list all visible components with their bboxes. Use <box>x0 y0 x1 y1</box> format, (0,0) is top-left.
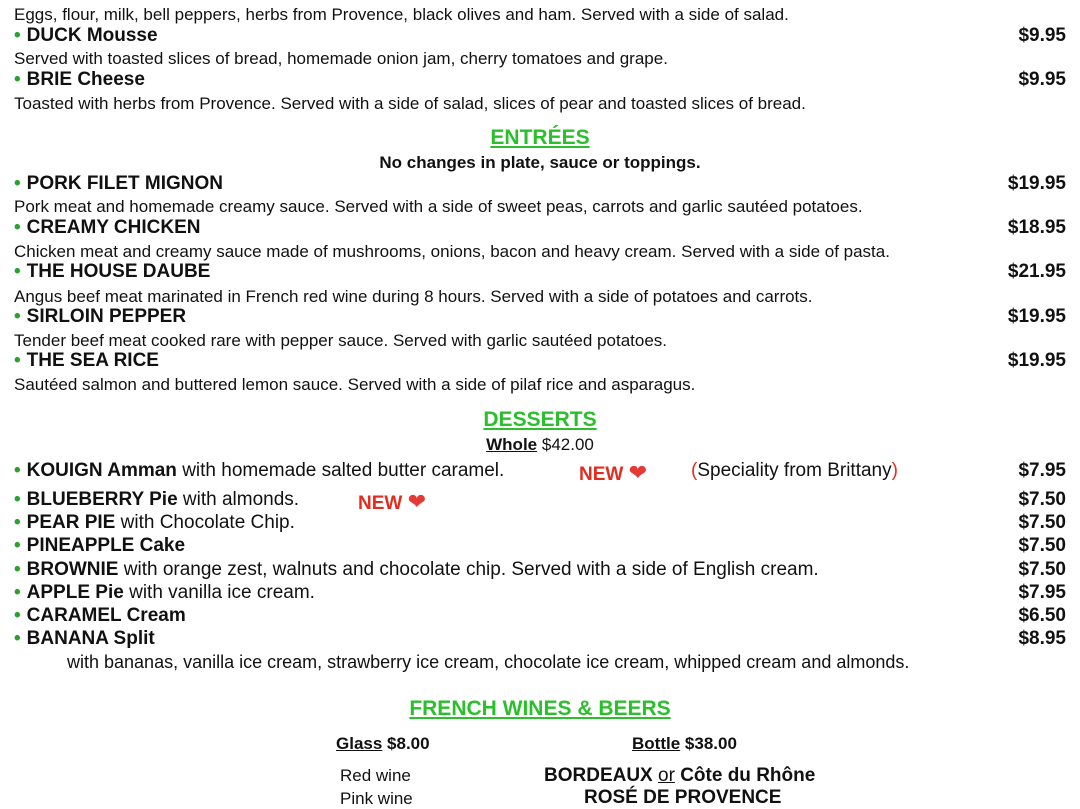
item-price: $7.95 <box>1018 460 1066 481</box>
speciality-note: (Speciality from Brittany) <box>691 460 898 481</box>
new-badge: NEW ❤ <box>579 460 648 485</box>
menu-item-brie-cheese <box>14 69 1066 93</box>
item-price: $7.50 <box>1018 535 1066 556</box>
item-name: CREAMY CHICKEN <box>26 217 201 238</box>
section-title-wines: FRENCH WINES & BEERS <box>409 697 671 720</box>
section-title-entrees: ENTRÉES <box>490 126 590 149</box>
item-description: Pork meat and homemade creamy sauce. Served with a side of sweet peas, carrots and garlic sautéed potatoes. <box>14 197 863 216</box>
bullet-icon: • <box>14 512 21 533</box>
item-description: Chicken meat and creamy sauce made of mushrooms, onions, bacon and heavy cream. Served with a side of pasta. <box>14 242 890 261</box>
menu-item-pineapple-cake <box>14 535 1066 559</box>
item-name: APPLE Pie <box>26 582 124 603</box>
item-name: THE HOUSE DAUBE <box>26 261 211 282</box>
item-description: Served with toasted slices of bread, homemade onion jam, cherry tomatoes and grape. <box>14 49 668 68</box>
item-detail: with almonds. <box>182 489 300 510</box>
item-price: $19.95 <box>1007 350 1066 371</box>
item-price: $18.95 <box>1007 217 1066 238</box>
bullet-icon: • <box>14 350 21 371</box>
item-detail: with vanilla ice cream. <box>129 582 315 603</box>
menu-item-pork-filet-mignon <box>14 173 1066 197</box>
menu-item-creamy-chicken <box>14 217 1066 241</box>
whole-price: $42.00 <box>541 435 594 454</box>
bullet-icon: • <box>14 535 21 556</box>
menu-item-pear-pie <box>14 512 1066 536</box>
item-price: $19.95 <box>1007 306 1066 327</box>
bullet-icon: • <box>14 306 21 327</box>
desserts-whole-price <box>0 435 1080 455</box>
menu-item-caramel-cream <box>14 605 1066 629</box>
item-name: PEAR PIE <box>26 512 116 533</box>
red-wine-label: Red wine <box>340 766 411 785</box>
item-name: PINEAPPLE Cake <box>26 535 186 556</box>
item-name: DUCK Mousse <box>26 25 158 46</box>
item-name: BLUEBERRY Pie <box>26 489 178 510</box>
item-description: Eggs, flour, milk, bell peppers, herbs from Provence, black olives and ham. Served with a side of salad. <box>14 5 789 24</box>
section-title-desserts: DESSERTS <box>483 408 597 431</box>
banana-split-description: with bananas, vanilla ice cream, strawberry ice cream, chocolate ice cream, whipped cream and almonds. <box>67 652 910 672</box>
menu-item-brownie <box>14 559 1066 583</box>
item-price: $9.95 <box>1018 69 1066 90</box>
menu-item-apple-pie <box>14 582 1066 606</box>
glass-price <box>336 734 430 754</box>
item-price: $7.50 <box>1018 559 1066 580</box>
menu-item-duck-mousse <box>14 25 1066 49</box>
bottle-price-value: $38.00 <box>684 734 737 753</box>
item-name: THE SEA RICE <box>26 350 159 371</box>
item-price: $7.95 <box>1018 582 1066 603</box>
item-description: Tender beef meat cooked rare with pepper sauce. Served with garlic sautéed potatoes. <box>14 331 667 350</box>
bullet-icon: • <box>14 173 21 194</box>
red-wine-options: BORDEAUX or Côte du Rhône <box>544 765 816 786</box>
item-price: $7.50 <box>1018 512 1066 533</box>
bullet-icon: • <box>14 582 21 603</box>
item-detail: with homemade salted butter caramel. <box>182 460 505 481</box>
bottle-label: Bottle <box>632 734 681 753</box>
bullet-icon: • <box>14 460 21 481</box>
entrees-note: No changes in plate, sauce or toppings. <box>379 153 701 172</box>
menu-item-sirloin-pepper <box>14 306 1066 330</box>
glass-label: Glass <box>336 734 383 753</box>
item-name: CARAMEL Cream <box>26 605 186 626</box>
bullet-icon: • <box>14 605 21 626</box>
heart-icon: ❤ <box>628 460 648 485</box>
bullet-icon: • <box>14 628 21 649</box>
item-price: $21.95 <box>1007 261 1066 282</box>
menu-item-sea-rice <box>14 350 1066 374</box>
bullet-icon: • <box>14 559 21 580</box>
menu-item-banana-split <box>14 628 1066 652</box>
glass-price-value: $8.00 <box>387 734 430 753</box>
item-price: $7.50 <box>1018 489 1066 510</box>
item-price: $6.50 <box>1018 605 1066 626</box>
item-description: Sautéed salmon and buttered lemon sauce. Served with a side of pilaf rice and asparagus. <box>14 375 696 394</box>
item-description: Toasted with herbs from Provence. Served with a side of salad, slices of pear and toasted slices of bread. <box>14 94 806 113</box>
item-detail: with Chocolate Chip. <box>120 512 295 533</box>
new-badge: NEW ❤ <box>358 489 427 514</box>
item-price: $8.95 <box>1018 628 1066 649</box>
whole-label: Whole <box>486 435 538 454</box>
menu-item-house-daube <box>14 261 1066 285</box>
bottle-price <box>632 734 737 754</box>
pink-wine-label: Pink wine <box>340 789 413 808</box>
item-name: BANANA Split <box>26 628 155 649</box>
bullet-icon: • <box>14 261 21 282</box>
item-name: BRIE Cheese <box>26 69 145 90</box>
item-name: SIRLOIN PEPPER <box>26 306 187 327</box>
item-price: $9.95 <box>1018 25 1066 46</box>
heart-icon: ❤ <box>407 489 427 514</box>
bullet-icon: • <box>14 69 21 90</box>
item-description: Angus beef meat marinated in French red wine during 8 hours. Served with a side of potatoes and carrots. <box>14 287 813 306</box>
pink-wine-value: ROSÉ DE PROVENCE <box>584 787 782 808</box>
menu-item-blueberry-pie <box>14 489 1066 513</box>
bullet-icon: • <box>14 489 21 510</box>
bullet-icon: • <box>14 25 21 46</box>
bullet-icon: • <box>14 217 21 238</box>
item-name: KOUIGN Amman <box>26 460 177 481</box>
item-name: PORK FILET MIGNON <box>26 173 223 194</box>
menu-item-kouign-amman <box>14 460 1066 484</box>
item-name: BROWNIE <box>26 559 119 580</box>
item-price: $19.95 <box>1007 173 1066 194</box>
item-detail: with orange zest, walnuts and chocolate chip. Served with a side of English cream. <box>123 559 819 580</box>
